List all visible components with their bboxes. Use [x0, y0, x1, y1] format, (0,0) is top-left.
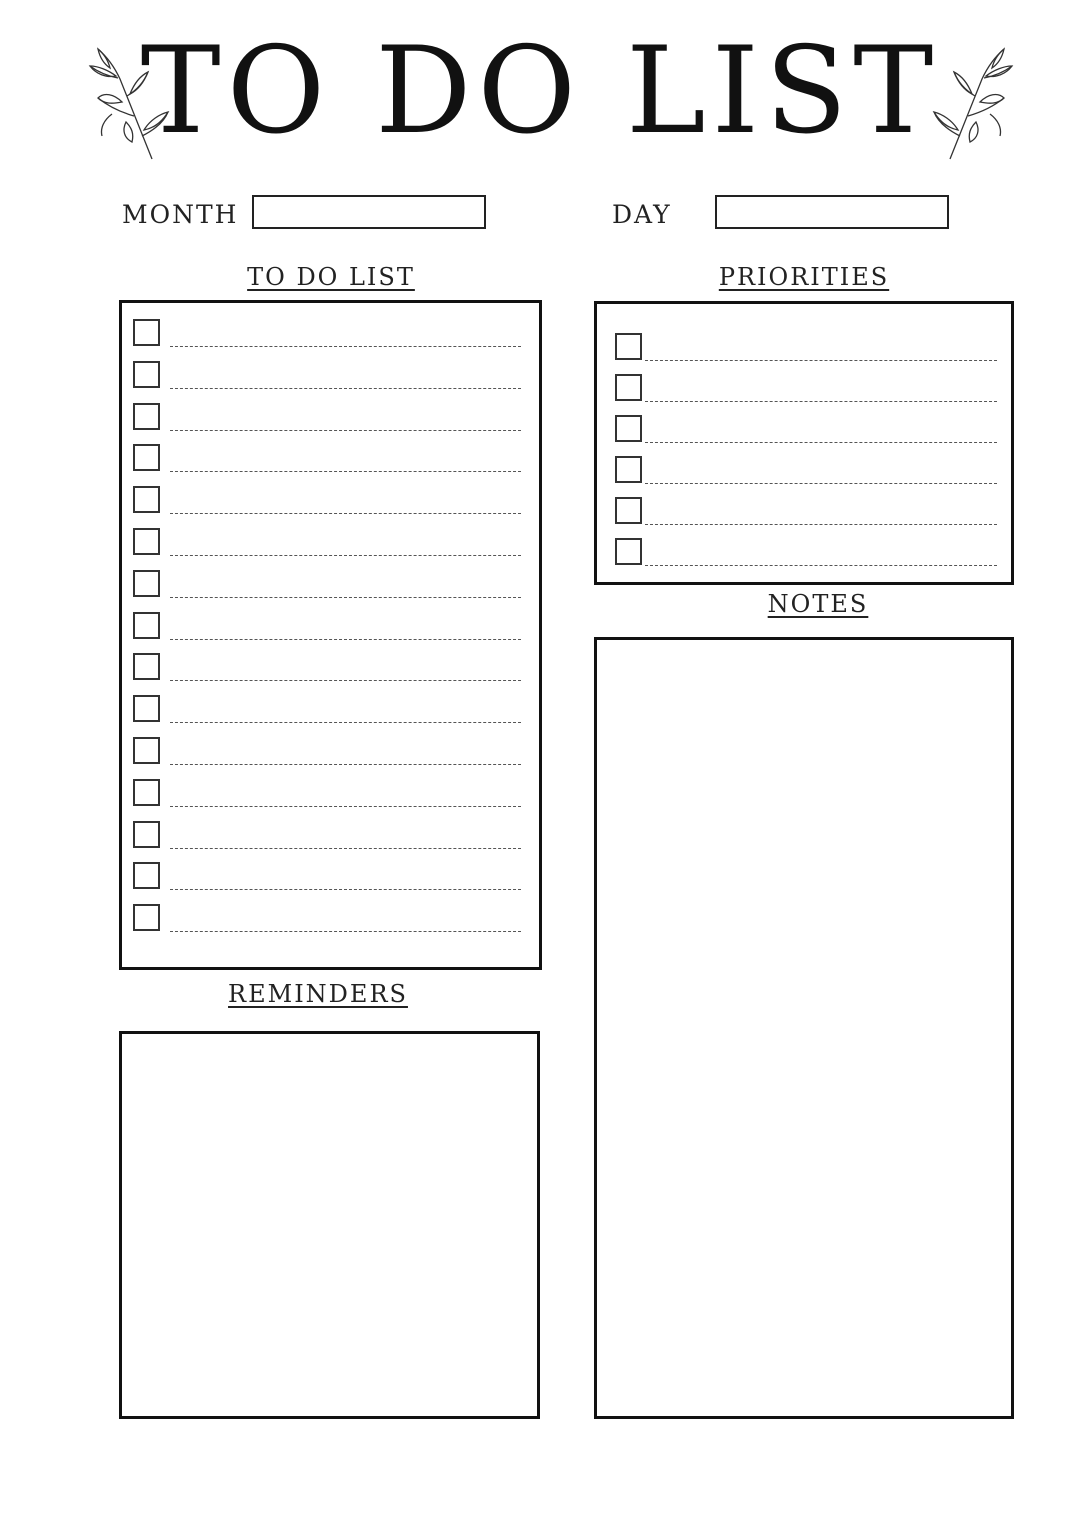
write-line[interactable]: [170, 388, 521, 389]
priorities-panel: [594, 301, 1014, 585]
priorities-heading: PRIORITIES: [718, 263, 890, 291]
checkbox[interactable]: [133, 528, 160, 555]
reminders-area[interactable]: [119, 1031, 540, 1419]
checklist-row: [133, 319, 521, 349]
write-line[interactable]: [170, 513, 521, 514]
checkbox[interactable]: [133, 821, 160, 848]
write-line[interactable]: [170, 680, 521, 681]
write-line[interactable]: [170, 806, 521, 807]
checklist-row: [133, 570, 521, 600]
write-line[interactable]: [170, 889, 521, 890]
write-line[interactable]: [645, 524, 997, 525]
checkbox[interactable]: [615, 333, 642, 360]
checklist-row: [133, 821, 521, 851]
checklist-row: [615, 333, 997, 363]
write-line[interactable]: [170, 722, 521, 723]
checklist-row: [133, 486, 521, 516]
checkbox[interactable]: [615, 374, 642, 401]
checklist-row: [133, 361, 521, 391]
checkbox[interactable]: [133, 403, 160, 430]
checkbox[interactable]: [615, 497, 642, 524]
checklist-row: [615, 415, 997, 445]
checkbox[interactable]: [133, 361, 160, 388]
page-title: TO DO LIST: [140, 22, 940, 161]
checkbox[interactable]: [133, 570, 160, 597]
checkbox[interactable]: [615, 456, 642, 483]
checkbox[interactable]: [133, 695, 160, 722]
checkbox[interactable]: [133, 444, 160, 471]
checklist-row: [133, 737, 521, 767]
leaf-sprig-icon: [930, 44, 1020, 164]
checklist-row: [615, 374, 997, 404]
todo-panel: [119, 300, 542, 970]
write-line[interactable]: [170, 639, 521, 640]
checkbox[interactable]: [615, 415, 642, 442]
notes-area[interactable]: [594, 637, 1014, 1419]
day-input[interactable]: [715, 195, 949, 229]
checkbox[interactable]: [133, 904, 160, 931]
checkbox[interactable]: [133, 862, 160, 889]
write-line[interactable]: [170, 430, 521, 431]
checklist-row: [133, 612, 521, 642]
month-label: MONTH: [122, 200, 239, 229]
checkbox[interactable]: [133, 653, 160, 680]
write-line[interactable]: [645, 360, 997, 361]
checkbox[interactable]: [133, 486, 160, 513]
write-line[interactable]: [170, 555, 521, 556]
reminders-heading: REMINDERS: [228, 980, 408, 1008]
month-input[interactable]: [252, 195, 486, 229]
checklist-row: [615, 538, 997, 568]
checkbox[interactable]: [133, 612, 160, 639]
todo-heading: TO DO LIST: [247, 263, 415, 291]
checklist-row: [133, 695, 521, 725]
checklist-row: [133, 904, 521, 934]
checkbox[interactable]: [133, 319, 160, 346]
checklist-row: [615, 456, 997, 486]
write-line[interactable]: [170, 597, 521, 598]
checkbox[interactable]: [133, 737, 160, 764]
write-line[interactable]: [645, 401, 997, 402]
write-line[interactable]: [170, 471, 521, 472]
checklist-row: [615, 497, 997, 527]
write-line[interactable]: [170, 764, 521, 765]
checklist-row: [133, 444, 521, 474]
checkbox[interactable]: [133, 779, 160, 806]
checklist-row: [133, 528, 521, 558]
checklist-row: [133, 653, 521, 683]
checklist-row: [133, 403, 521, 433]
checkbox[interactable]: [615, 538, 642, 565]
write-line[interactable]: [170, 848, 521, 849]
notes-heading: NOTES: [767, 590, 869, 618]
write-line[interactable]: [645, 565, 997, 566]
checklist-row: [133, 779, 521, 809]
write-line[interactable]: [645, 442, 997, 443]
checklist-row: [133, 862, 521, 892]
day-label: DAY: [612, 200, 672, 229]
write-line[interactable]: [170, 346, 521, 347]
write-line[interactable]: [170, 931, 521, 932]
write-line[interactable]: [645, 483, 997, 484]
